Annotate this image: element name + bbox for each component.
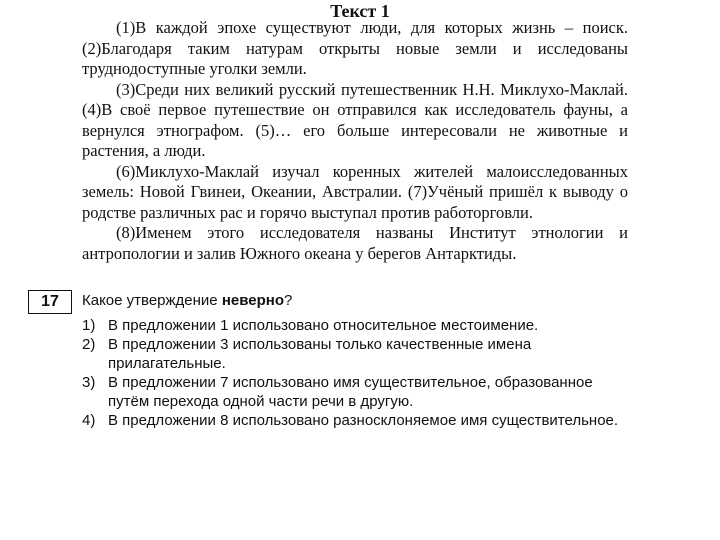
option-text: В предложении 8 использовано разносклоняемое имя существительное.	[108, 412, 619, 429]
answer-option-2[interactable]	[82, 335, 622, 373]
option-number: 1)	[82, 317, 96, 334]
source-text	[82, 18, 628, 264]
answer-options	[82, 316, 622, 430]
task-question	[82, 291, 292, 311]
question-suffix: ?	[283, 292, 293, 309]
option-number: 4)	[82, 412, 96, 429]
option-text: В предложении 3 использованы только качественные имена прилагательные.	[108, 336, 532, 372]
option-text: В предложении 7 использовано имя существительное, образованное путём перехода одной части речи в другую.	[108, 374, 593, 410]
option-number: 2)	[82, 336, 96, 353]
paragraph-2: (3)Среди них великий русский путешественник Н.Н. Миклухо-Маклай. (4)В своё первое путешествие он отправился как исследователь фауны, а вернулся этнографом. (5)… его больше интересовали не животные и растения, а люди.	[82, 79, 628, 160]
question-prefix: Какое утверждение	[82, 292, 222, 309]
question-emphasis: неверно	[221, 292, 284, 309]
option-number: 3)	[82, 374, 96, 391]
paragraph-4: (8)Именем этого исследователя названы Институт этнологии и антропологии и залив Южного океана у берегов Антарктиды.	[82, 223, 628, 263]
task-number: 17	[28, 290, 72, 314]
answer-option-3[interactable]	[82, 373, 622, 411]
paragraph-1: (1)В каждой эпохе существуют люди, для которых жизнь – поиск. (2)Благодаря таким натурам открыты новые земли и исследованы труднодоступные уголки земли.	[82, 18, 628, 78]
text-title: Текст 1	[330, 1, 390, 21]
answer-option-1[interactable]	[82, 316, 622, 335]
answer-option-4[interactable]	[82, 411, 622, 430]
paragraph-3: (6)Миклухо-Маклай изучал коренных жителей малоисследованных земель: Новой Гвинеи, Океании, Австралии. (7)Учёный пришёл к выводу о родстве различных рас и горячо выступал против работорговли.	[82, 161, 628, 222]
option-text: В предложении 1 использовано относительное местоимение.	[108, 317, 539, 334]
